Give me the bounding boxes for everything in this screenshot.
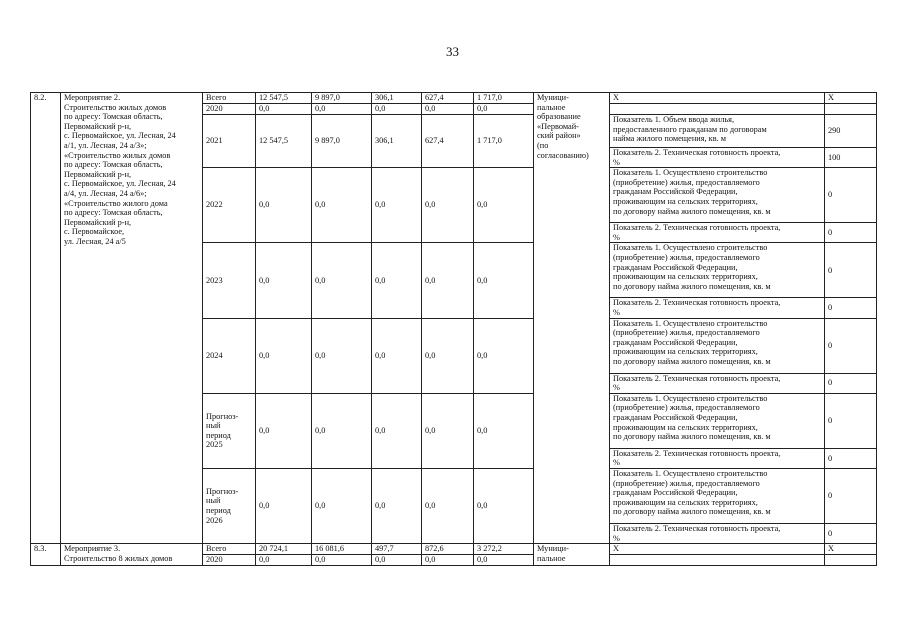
indicator-text: Показатель 2. Техническая готовность проекта, % <box>610 223 825 243</box>
table-row <box>31 544 877 555</box>
amount-cell: 0,0 <box>422 243 474 318</box>
indicator-text: Показатель 1. Объем ввода жилья, предоставленного гражданам по договорам найма жилого помещения, кв. м <box>610 115 825 148</box>
indicator-text <box>610 555 825 566</box>
indicator-value: 0 <box>825 448 877 468</box>
indicator-value: X <box>825 544 877 555</box>
amount-cell: 9 897,0 <box>312 93 372 104</box>
indicator-text: Показатель 2. Техническая готовность проекта, % <box>610 523 825 543</box>
indicator-value: 0 <box>825 393 877 448</box>
amount-cell: 0,0 <box>474 468 534 543</box>
amount-cell: 0,0 <box>422 318 474 393</box>
page-number: 33 <box>446 44 459 59</box>
indicator-value: 0 <box>825 223 877 243</box>
amount-cell: 0,0 <box>312 318 372 393</box>
amount-cell: 0,0 <box>474 243 534 318</box>
table-row <box>31 93 877 104</box>
amount-cell: 1 717,0 <box>474 93 534 104</box>
indicator-text: Показатель 1. Осуществлено строительство (приобретение) жилья, предоставляемого гражданам Российской Федерации, проживающим на сельских территориях, по договору найма жилого помещения, кв. м <box>610 168 825 223</box>
amount-cell: 0,0 <box>312 243 372 318</box>
amount-cell: 20 724,1 <box>256 544 312 555</box>
amount-cell: 9 897,0 <box>312 115 372 168</box>
year-cell: 2022 <box>203 168 256 243</box>
amount-cell: 0,0 <box>372 555 422 566</box>
amount-cell: 0,0 <box>372 168 422 243</box>
amount-cell: 0,0 <box>372 393 422 468</box>
indicator-text: Показатель 1. Осуществлено строительство (приобретение) жилья, предоставляемого гражданам Российской Федерации, проживающим на сельских территориях, по договору найма жилого помещения, кв. м <box>610 393 825 448</box>
amount-cell: 0,0 <box>422 168 474 243</box>
indicator-text: Показатель 1. Осуществлено строительство (приобретение) жилья, предоставляемого гражданам Российской Федерации, проживающим на сельских территориях, по договору найма жилого помещения, кв. м <box>610 318 825 373</box>
amount-cell: 0,0 <box>256 393 312 468</box>
indicator-text: Показатель 2. Техническая готовность проекта, % <box>610 298 825 318</box>
indicator-value <box>825 555 877 566</box>
amount-cell: 0,0 <box>422 393 474 468</box>
indicator-value: 0 <box>825 523 877 543</box>
indicator-value: 0 <box>825 318 877 373</box>
indicator-text: Показатель 1. Осуществлено строительство (приобретение) жилья, предоставляемого гражданам Российской Федерации, проживающим на сельских территориях, по договору найма жилого помещения, кв. м <box>610 468 825 523</box>
amount-cell: 0,0 <box>474 555 534 566</box>
amount-cell: 306,1 <box>372 93 422 104</box>
amount-cell: 0,0 <box>474 168 534 243</box>
indicator-text: Показатель 2. Техническая готовность проекта, % <box>610 148 825 168</box>
amount-cell: 0,0 <box>312 168 372 243</box>
amount-cell: 0,0 <box>474 318 534 393</box>
indicator-value: 290 <box>825 115 877 148</box>
amount-cell: 0,0 <box>256 555 312 566</box>
amount-cell: 16 081,6 <box>312 544 372 555</box>
indicator-value <box>825 104 877 115</box>
indicator-text: Показатель 2. Техническая готовность проекта, % <box>610 448 825 468</box>
amount-cell: 0,0 <box>256 168 312 243</box>
amount-cell: 3 272,2 <box>474 544 534 555</box>
year-cell: Всего <box>203 544 256 555</box>
year-cell: Прогноз- ный период 2026 <box>203 468 256 543</box>
indicator-value: X <box>825 93 877 104</box>
year-cell: 2021 <box>203 115 256 168</box>
amount-cell: 12 547,5 <box>256 115 312 168</box>
amount-cell: 0,0 <box>256 243 312 318</box>
amount-cell: 0,0 <box>474 393 534 468</box>
amount-cell: 0,0 <box>422 468 474 543</box>
year-cell: 2020 <box>203 555 256 566</box>
amount-cell: 872,6 <box>422 544 474 555</box>
amount-cell: 1 717,0 <box>474 115 534 168</box>
indicator-text: Показатель 1. Осуществлено строительство (приобретение) жилья, предоставляемого гражданам Российской Федерации, проживающим на сельских территориях, по договору найма жилого помещения, кв. м <box>610 243 825 298</box>
amount-cell: 0,0 <box>256 318 312 393</box>
year-cell: 2024 <box>203 318 256 393</box>
indicator-value: 0 <box>825 468 877 523</box>
year-cell: Прогноз- ный период 2025 <box>203 393 256 468</box>
amount-cell: 0,0 <box>312 555 372 566</box>
row-number: 8.2. <box>31 93 61 544</box>
amount-cell: 0,0 <box>372 243 422 318</box>
indicator-value: 0 <box>825 243 877 298</box>
indicator-text: X <box>610 544 825 555</box>
indicator-value: 0 <box>825 373 877 393</box>
amount-cell: 0,0 <box>474 104 534 115</box>
indicator-text <box>610 104 825 115</box>
indicator-value: 0 <box>825 298 877 318</box>
row-number: 8.3. <box>31 544 61 566</box>
amount-cell: 0,0 <box>422 555 474 566</box>
event-description: Мероприятие 2. Строительство жилых домов по адресу: Томская область, Первомайский р-н, с. Первомайское, ул. Лесная, 24 а/1, ул. Лесная, 24 а/3»; «Строительство жилых домов по адресу: Томская область, Первомайский р-н, с. Первомайское, ул. Лесная, 24 а/4, ул. Лесная, 24 а/6»; «Строительство жилого дома по адресу: Томская область, Первомайский р-н, с. Первомайское, ул. Лесная, 24 а/5 <box>61 93 203 544</box>
amount-cell: 627,4 <box>422 93 474 104</box>
amount-cell: 0,0 <box>372 318 422 393</box>
amount-cell: 0,0 <box>312 104 372 115</box>
amount-cell: 0,0 <box>312 468 372 543</box>
program-table <box>30 92 877 566</box>
indicator-text: Показатель 2. Техническая готовность проекта, % <box>610 373 825 393</box>
amount-cell: 627,4 <box>422 115 474 168</box>
indicator-value: 0 <box>825 168 877 223</box>
executor: Муници- пальное образование «Первомай- ский район» (по согласованию) <box>534 93 610 544</box>
executor: Муници- пальное <box>534 544 610 566</box>
amount-cell: 306,1 <box>372 115 422 168</box>
year-cell: Всего <box>203 93 256 104</box>
amount-cell: 0,0 <box>372 104 422 115</box>
amount-cell: 0,0 <box>372 468 422 543</box>
year-cell: 2020 <box>203 104 256 115</box>
amount-cell: 0,0 <box>256 104 312 115</box>
indicator-text: X <box>610 93 825 104</box>
indicator-value: 100 <box>825 148 877 168</box>
event-description: Мероприятие 3. Строительство 8 жилых домов <box>61 544 203 566</box>
amount-cell: 0,0 <box>256 468 312 543</box>
amount-cell: 0,0 <box>422 104 474 115</box>
year-cell: 2023 <box>203 243 256 318</box>
amount-cell: 497,7 <box>372 544 422 555</box>
amount-cell: 0,0 <box>312 393 372 468</box>
amount-cell: 12 547,5 <box>256 93 312 104</box>
